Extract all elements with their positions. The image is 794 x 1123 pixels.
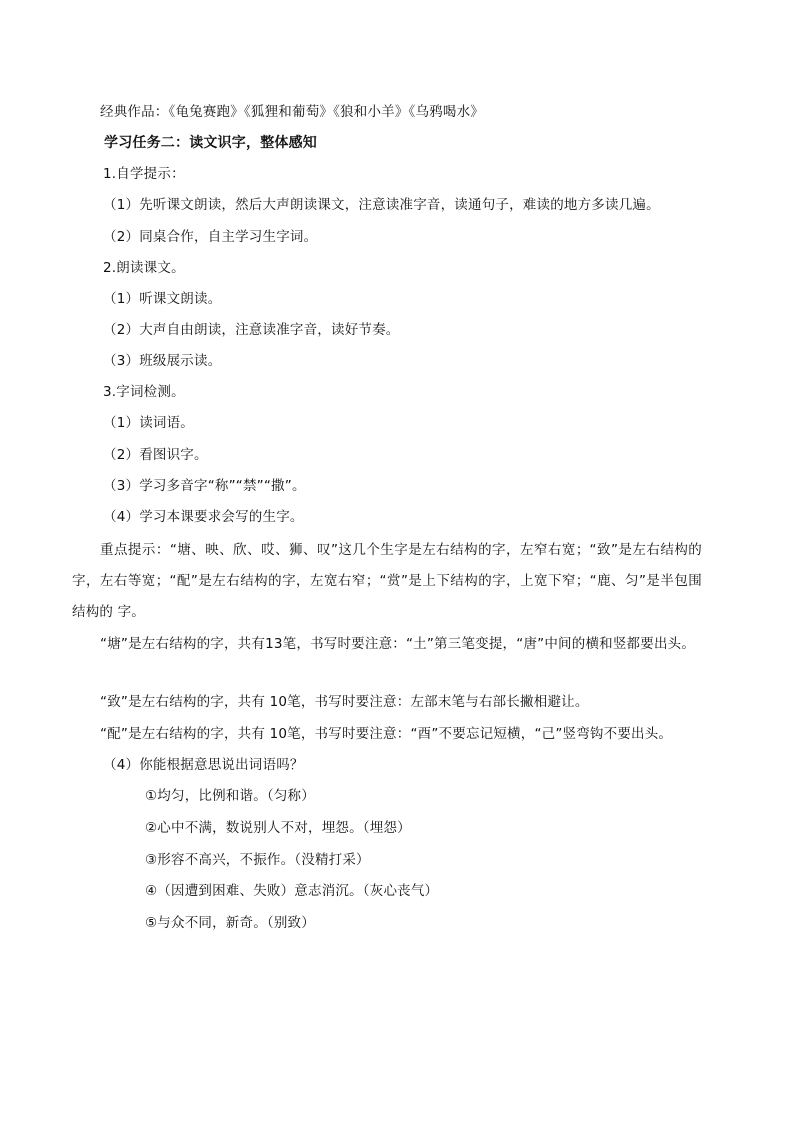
pei-note-paragraph: “配”是左右结构的字，共有 10笔，书写时要注意：“酉”不要忘记短横，“己”竖弯钩不要出头。: [100, 726, 673, 742]
meaning-question-4: ④（因遭到困难、失败）意志消沉。（灰心丧气）: [145, 883, 439, 899]
word-test-item-2: （2）看图识字。: [103, 447, 208, 463]
read-aloud-item-1: （1）听课文朗读。: [103, 291, 222, 307]
classic-works-line: 经典作品：《龟兔赛跑》《狐狸和葡萄》《狼和小羊》《乌鸦喝水》: [100, 104, 484, 120]
word-test-item-4: （4）学习本课要求会写的生字。: [103, 509, 304, 525]
meaning-question-title: （4）你能根据意思说出词语吗？: [103, 757, 304, 773]
read-aloud-title: 2.朗读课文。: [103, 260, 185, 276]
meaning-question-2: ②心中不满，数说别人不对，埋怨。（埋怨）: [145, 820, 411, 836]
read-aloud-item-3: （3）班级展示读。: [103, 353, 222, 369]
meaning-question-1: ①均匀，比例和谐。（匀称）: [145, 788, 315, 804]
self-study-item-1: （1）先听课文朗读，然后大声朗读课文，注意读准字音，读通句子，难读的地方多读几遍。: [103, 197, 660, 213]
zhi-note-paragraph: “致”是左右结构的字，共有 10笔，书写时要注意：左部末笔与右部长撇相避让。: [100, 694, 589, 710]
word-test-title: 3.字词检测。: [103, 384, 185, 400]
self-study-item-2: （2）同桌合作，自主学习生字词。: [103, 229, 318, 245]
word-test-item-3: （3）学习多音字“称”“禁”“撒”。: [103, 478, 306, 494]
meaning-question-3: ③形容不高兴，不振作。（没精打采）: [145, 852, 370, 868]
task2-heading: 学习任务二：读文识字，整体感知: [104, 135, 317, 151]
word-test-item-1: （1）读词语。: [103, 415, 194, 431]
self-study-title: 1.自学提示：: [103, 166, 185, 182]
meaning-question-5: ⑤与众不同，新奇。（别致）: [145, 915, 315, 931]
tang-note-paragraph: “塘”是左右结构的字，共有13笔，书写时要注意：“土”第三笔变提，“唐”中间的横和竖都要出头。: [100, 636, 696, 652]
read-aloud-item-2: （2）大声自由朗读，注意读准字音，读好节奏。: [103, 322, 400, 338]
key-tip-paragraph: 重点提示：“塘、映、欣、哎、狮、叹”这几个生字是左右结构的字，左窄右宽；“致”是左右结构的字，左右等宽；“配”是左右结构的字，左宽右窄；“赏”是上下结构的字，上宽下窄；“鹿、匀”是半包围结构的 字。: [72, 542, 702, 620]
